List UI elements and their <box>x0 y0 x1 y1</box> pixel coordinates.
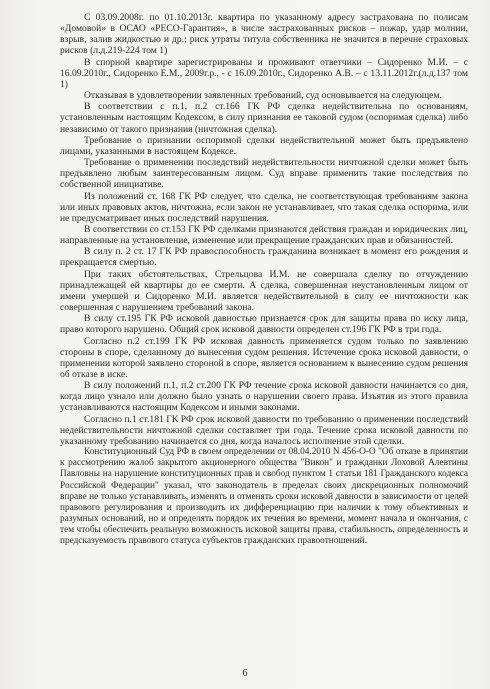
paragraph-article-168: Из положений ст. 168 ГК РФ следует, что сделка, не соответствующая требованиям закона или иных правовых актов, ничтожна, если закон не устанавливает, что такая сделка оспорима, или не предусматривает иных последствий нарушения. <box>60 190 468 224</box>
paragraph-registered-residents: В спорной квартире зарегистрированы и проживают ответчики – Сидоренко М.И. – с 16.09.2010г., Сидоренко Е.М., 2009г.р., - с 16.09.2010г., Сидоренко А.В. – с 13.11.2012г.(л.д.137 том 1) <box>60 56 468 90</box>
paragraph-article-17: В силу п. 2 ст. 17 ГК РФ правоспособность гражданина возникает в момент его рождения и прекращается смертью. <box>60 246 468 269</box>
paragraph-contestable-deal: Требование о признании оспоримой сделки недействительной может быть предъявлено лицами, указанными в настоящем Кодексе. <box>60 134 468 157</box>
paragraph-article-181: Согласно п.1 ст.181 ГК РФ срок исковой давности по требованию о применении последствий недействительности ничтожной сделки составляет три года. Течение срока исковой давности по указанному требованию начинается со дня, когда началось исполнение этой сделки. <box>60 413 468 447</box>
paragraph-constitutional-court: Конституционный Суд РФ в своем определении от 08.04.2010 N 456-О-О "Об отказе в принятии к рассмотрению жалоб закрытого акционерного общества "Викон" и гражданки Лоховой Алевтины Павловны на нарушение конституционных прав и свобод пунктом 1 статьи 181 Гражданского кодекса Российской Федерации" указал, что законодатель в пределах своих дискреционных полномочий вправе не только устанавливать, изменять и отменять сроки исковой давности в зависимости от целей правового регулирования и производить их дифференциацию при наличии к тому объективных и разумных оснований, но и определять порядок их течения во времени, момент начала и окончания, с тем чтобы обеспечить реальную возможность исковой защиты права, стабильность, определенность и предсказуемость правового статуса субъектов гражданских правоотношений. <box>60 447 468 547</box>
paragraph-article-166: В соответствии с п.1, п.2 ст.166 ГК РФ сделка недействительна по основаниям, установленным настоящим Кодексом, в силу признания ее таковой судом (оспоримая сделка) либо независимо от такого признания (ничтожная сделка). <box>60 101 468 135</box>
paragraph-article-153: В соответствии со ст.153 ГК РФ сделками признаются действия граждан и юридических лиц, направленные на установление, изменение или прекращение гражданских прав и обязанностей. <box>60 223 468 247</box>
paragraph-circumstances: При таких обстоятельствах, Стрельцова И.М. не совершала сделку по отчуждению принадлежащей ей квартиры до ее смерти. А сделка, совершенная неустановленным лицом от имени умершей и Сидоренко М.И. является недействительной в силу ее ничтожности как совершенная с нарушением требований закона. <box>60 268 468 314</box>
paragraph-insurance: С 03.09.2008г. по 01.10.2013г. квартира по указанному адресу застрахована по полисам «Домовой» в ОСАО «РЕСО-Гарантия», в числе застрахованных рисков – пожар, удар молнии, взрыв, залив жидкостью и др.; риск утраты титула собственника не значится в перечне страховых рисков (л.д.219-224 том 1) <box>60 12 468 57</box>
paragraph-refusal-basis: Отказывая в удовлетворении заявленных требований, суд основывается на следующем. <box>84 90 442 102</box>
page-number: 6 <box>242 668 248 679</box>
document-body <box>60 12 468 548</box>
paragraph-article-199: Согласно п.2 ст.199 ГК РФ исковая давность применяется судом только по заявлению стороны в споре, сделанному до вынесения судом решения. Истечение срока исковой давности, о применении которой заявлено стороной в споре, является основанием к вынесению судом решения об отказе в иске. <box>60 335 468 380</box>
paragraph-void-deal-consequences: Требование о применении последствий недействительности ничтожной сделки может быть предъявлено любым заинтересованным лицом. Суд вправе применить такие последствия по собственной инициативе. <box>60 157 468 191</box>
paragraph-article-200: В силу положений п.1, п.2 ст.200 ГК РФ течение срока исковой давности начинается со дня, когда лицо узнало или должно было узнать о нарушении своего права. Изъятия из этого правила устанавливаются настоящим Кодексом и иными законами. <box>60 380 468 414</box>
paragraph-article-195: В силу ст.195 ГК РФ исковой давностью признается срок для защиты права по иску лица, право которого нарушено. Общий срок исковой давности определен ст.196 ГК РФ в три года. <box>60 313 468 336</box>
